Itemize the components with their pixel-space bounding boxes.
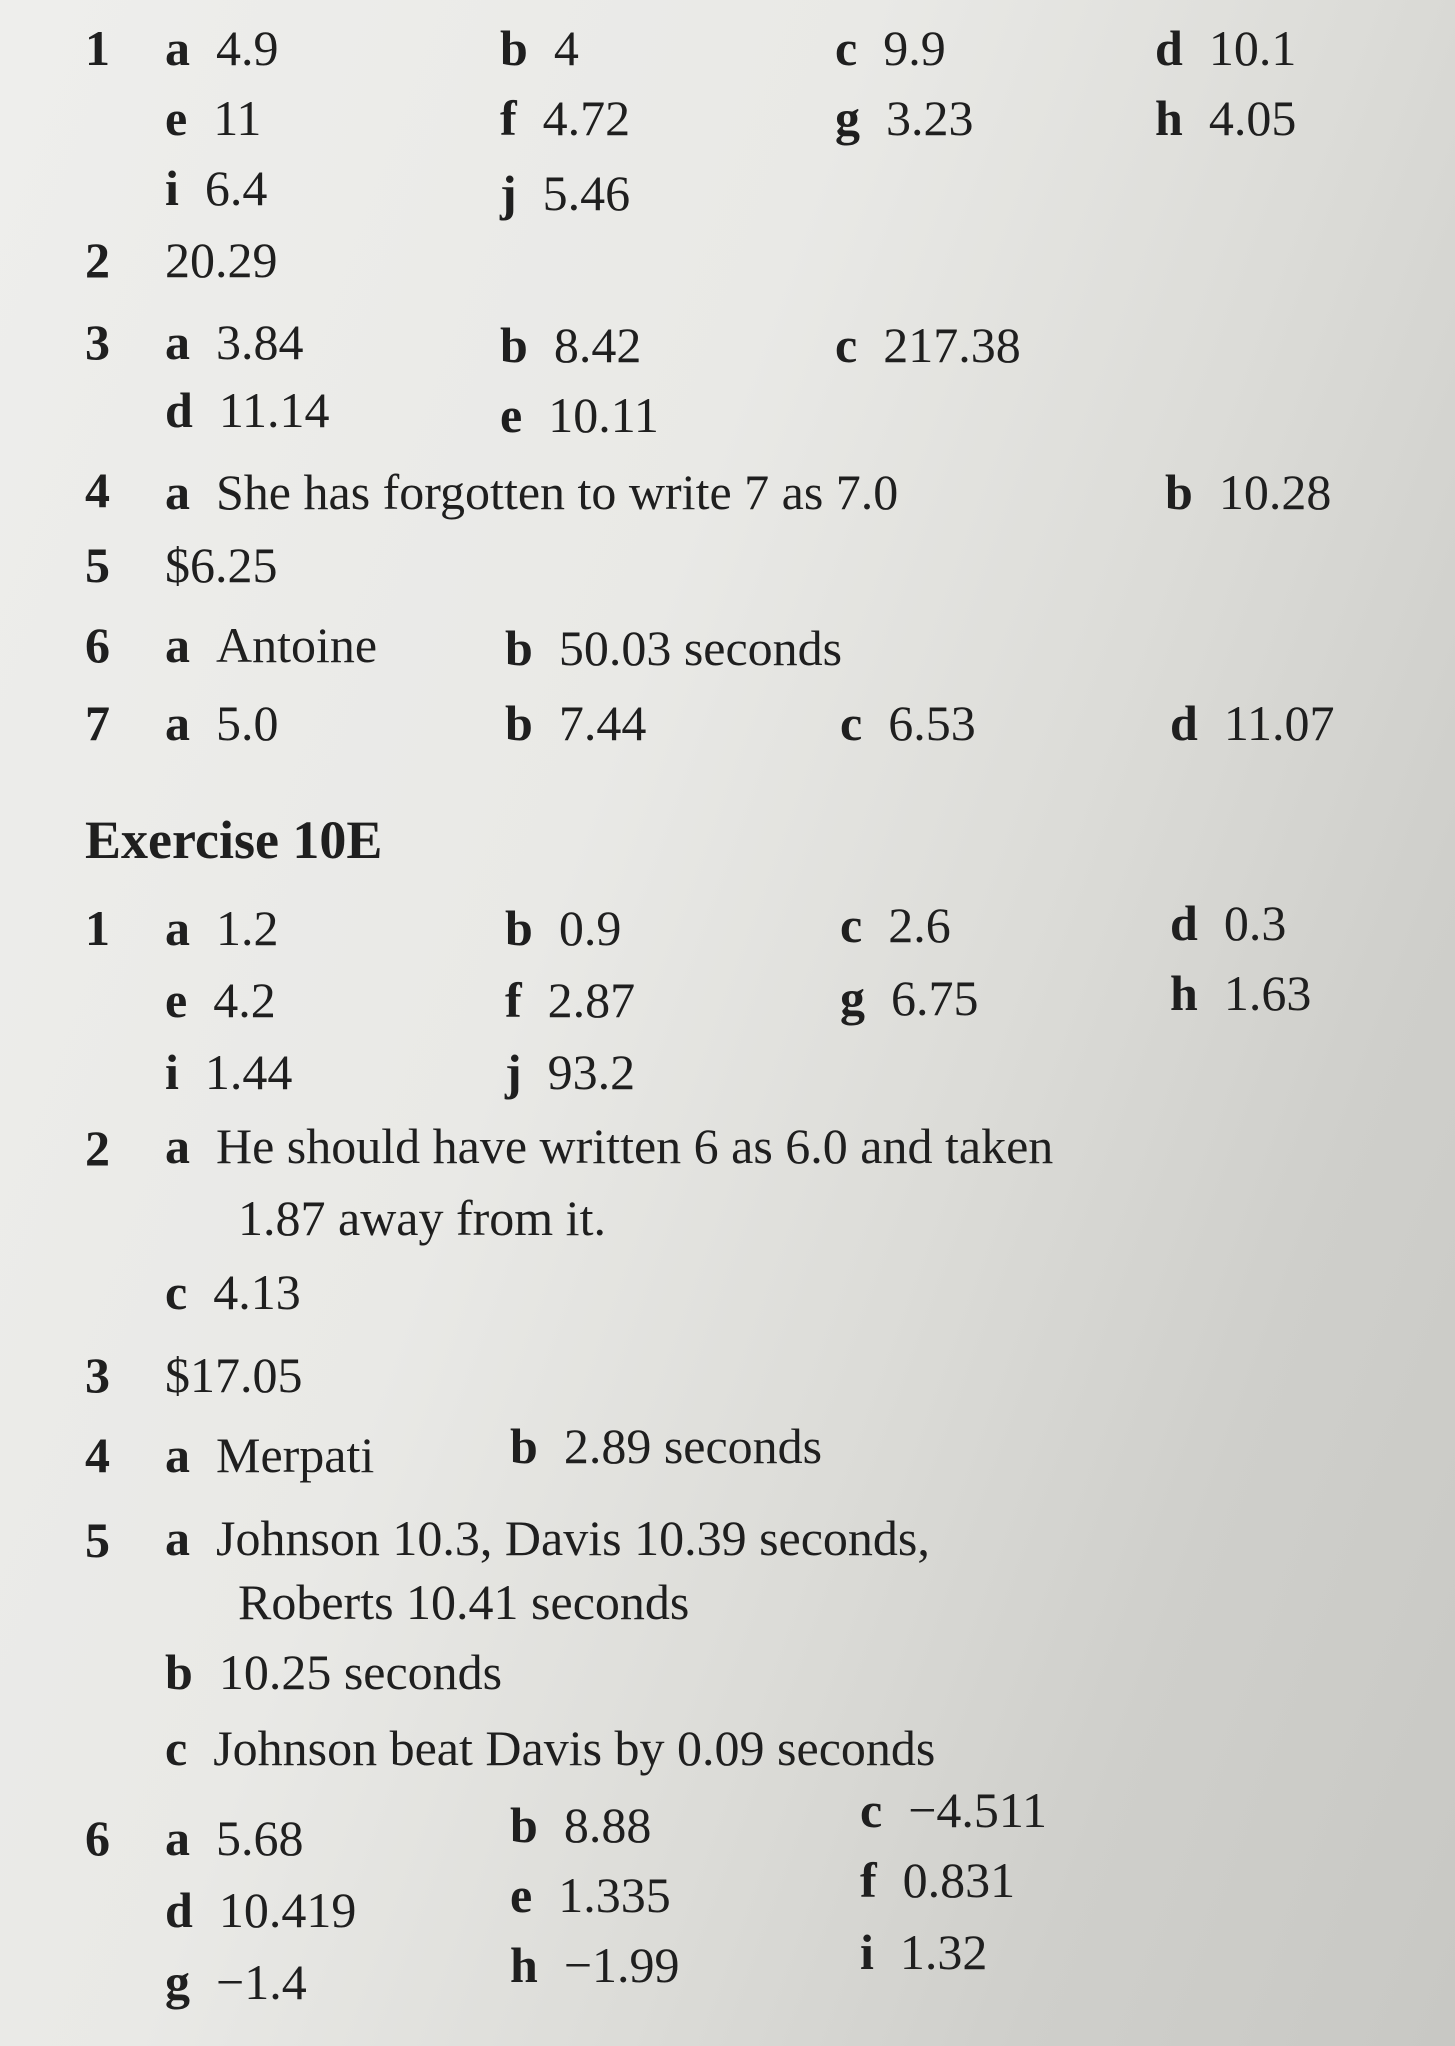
answer-6b: b 8.88 xyxy=(510,1797,652,1853)
answer-6c: c −4.511 xyxy=(860,1782,1048,1838)
answer-1i: i 6.4 xyxy=(165,160,268,216)
answer-1g: g 3.23 xyxy=(835,90,974,146)
answer-4a: a Merpati xyxy=(165,1427,375,1483)
answer-1c: c 2.6 xyxy=(840,897,951,953)
question-number: 4 xyxy=(85,462,110,518)
answer-1f: f 2.87 xyxy=(505,972,636,1028)
answer-1g: g 6.75 xyxy=(840,970,979,1026)
answer-6b: b 50.03 seconds xyxy=(505,620,843,676)
answer-1a: a 1.2 xyxy=(165,900,279,956)
question-number: 6 xyxy=(85,1810,110,1866)
answer-1b: b 0.9 xyxy=(505,900,622,956)
answer-5c: c Johnson beat Davis by 0.09 seconds xyxy=(165,1720,936,1776)
answer-4b: b 10.28 xyxy=(1165,464,1332,520)
answer-6h: h −1.99 xyxy=(510,1937,680,1993)
answer-7c: c 6.53 xyxy=(840,695,976,751)
answer-1h: h 4.05 xyxy=(1155,90,1297,146)
answer-1h: h 1.63 xyxy=(1170,965,1312,1021)
answer-3b: b 8.42 xyxy=(500,317,642,373)
answer-1a: a 4.9 xyxy=(165,20,279,76)
answer-1i: i 1.44 xyxy=(165,1044,293,1100)
answer-3d: d 11.14 xyxy=(165,382,330,438)
answer-7b: b 7.44 xyxy=(505,695,647,751)
answer-3e: e 10.11 xyxy=(500,387,659,443)
answer-7d: d 11.07 xyxy=(1170,695,1335,751)
question-number: 1 xyxy=(85,900,110,956)
question-number: 1 xyxy=(85,20,110,76)
answer-1d: d 10.1 xyxy=(1155,20,1297,76)
exercise-heading: Exercise 10E xyxy=(85,810,383,870)
answer-1b: b 4 xyxy=(500,20,579,76)
answer-2a-continued: 1.87 away from it. xyxy=(238,1190,606,1246)
answer-4b: b 2.89 seconds xyxy=(510,1418,823,1474)
question-number: 6 xyxy=(85,617,110,673)
question-number: 2 xyxy=(85,232,110,288)
answer-2c: c 4.13 xyxy=(165,1264,301,1320)
answer-2a: a He should have written 6 as 6.0 and taken xyxy=(165,1118,1054,1174)
question-number: 3 xyxy=(85,314,110,370)
answer-4a: a She has forgotten to write 7 as 7.0 xyxy=(165,464,899,520)
answer-6a: a Antoine xyxy=(165,617,378,673)
question-number: 3 xyxy=(85,1347,110,1403)
answer-5a: a Johnson 10.3, Davis 10.39 seconds, xyxy=(165,1510,930,1566)
answer-5b: b 10.25 seconds xyxy=(165,1644,503,1700)
answer-1e: e 11 xyxy=(165,90,262,146)
answer-6a: a 5.68 xyxy=(165,1810,304,1866)
question-number: 2 xyxy=(85,1120,110,1176)
answer-2: 20.29 xyxy=(165,232,278,288)
answer-5: $6.25 xyxy=(165,537,278,593)
answer-3a: a 3.84 xyxy=(165,314,304,370)
answer-1d: d 0.3 xyxy=(1170,895,1287,951)
answer-6f: f 0.831 xyxy=(860,1852,1016,1908)
answer-1c: c 9.9 xyxy=(835,20,946,76)
question-number: 7 xyxy=(85,695,110,751)
answer-1e: e 4.2 xyxy=(165,972,276,1028)
answer-6e: e 1.335 xyxy=(510,1867,671,1923)
answer-6i: i 1.32 xyxy=(860,1924,988,1980)
answer-3c: c 217.38 xyxy=(835,317,1021,373)
answer-1j: j 5.46 xyxy=(500,165,631,221)
answer-6d: d 10.419 xyxy=(165,1882,357,1938)
answer-3: $17.05 xyxy=(165,1347,303,1403)
question-number: 4 xyxy=(85,1427,110,1483)
question-number: 5 xyxy=(85,537,110,593)
answer-7a: a 5.0 xyxy=(165,695,279,751)
answer-1f: f 4.72 xyxy=(500,90,631,146)
question-number: 5 xyxy=(85,1512,110,1568)
answer-5a-continued: Roberts 10.41 seconds xyxy=(238,1574,690,1630)
answer-6g: g −1.4 xyxy=(165,1954,307,2010)
answer-1j: j 93.2 xyxy=(505,1044,636,1100)
